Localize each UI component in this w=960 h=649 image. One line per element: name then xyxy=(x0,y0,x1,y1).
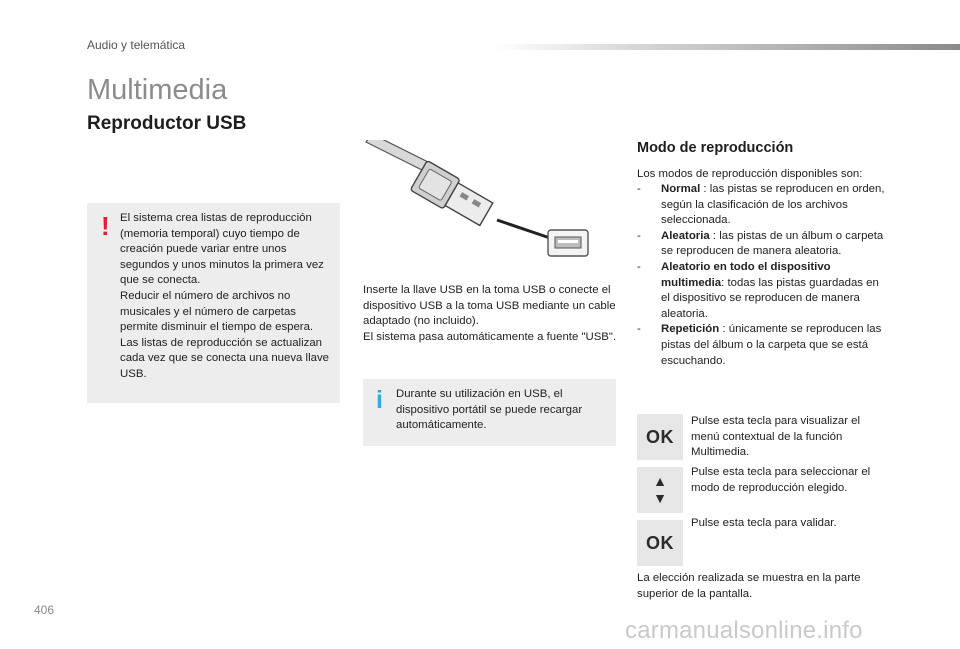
ok-key-validate xyxy=(637,520,683,566)
section-title: Reproductor USB xyxy=(87,113,247,134)
mode-item-normal: - Normal : las pistas se reproducen en orden, según la clasificación de los archivos seleccionada. xyxy=(637,183,885,227)
playback-mode-heading: Modo de reproducción xyxy=(637,140,794,156)
arrow-keys-description: Pulse esta tecla para seleccionar el modo de reproducción elegido. xyxy=(691,466,871,494)
up-down-arrow-icon: ▲ ▼ xyxy=(653,473,667,506)
mode-item-repeat: - Repetición : únicamente se reproducen las pistas del álbum o la carpeta que se está escuchando. xyxy=(637,323,882,367)
page-number: 406 xyxy=(34,603,55,617)
arrow-keys xyxy=(637,467,683,513)
instructions-paragraph-1: Inserte la llave USB en la toma USB o conecte el dispositivo USB a la toma USB mediante un cable adaptado (no incluido). xyxy=(363,284,616,328)
warning-text xyxy=(120,211,330,383)
playback-mode-list xyxy=(637,182,887,369)
ok-key-label: OK xyxy=(646,532,674,553)
warning-paragraph-2: Reducir el número de archivos no musicales y el número de carpetas permite disminuir el tiempo de espera. Las listas de reproducción se actualizan cada vez que se conecta una nueva llave USB. xyxy=(120,289,329,380)
mode-item-random: - Aleatoria : las pistas de un álbum o carpeta se reproducen de manera aleatoria. xyxy=(637,229,884,258)
header-gradient-bar xyxy=(495,44,960,50)
exclamation-icon: ! xyxy=(101,211,110,241)
section-header: Audio y telemática xyxy=(87,38,186,52)
ok-key-label: OK xyxy=(646,426,674,447)
info-text: Durante su utilización en USB, el dispositivo portátil se puede recargar automáticamente. xyxy=(396,388,583,432)
page-title: Multimedia xyxy=(87,74,228,106)
ok-key-validate-description: Pulse esta tecla para validar. xyxy=(691,517,837,529)
info-box xyxy=(363,379,616,446)
footer-note: La elección realizada se muestra en la parte superior de la pantalla. xyxy=(637,572,861,600)
mode-item-random-all: - Aleatorio en todo el dispositivo multimedia: todas las pistas guardadas en el dispositivo se reproducen de manera aleatoria. xyxy=(637,260,879,320)
usb-plug-illustration xyxy=(362,140,592,260)
ok-key-menu-description: Pulse esta tecla para visualizar el menú contextual de la función Multimedia. xyxy=(691,415,861,459)
ok-key-menu xyxy=(637,414,683,460)
warning-box xyxy=(87,203,340,403)
usb-instructions xyxy=(363,283,618,345)
playback-mode-intro: Los modos de reproducción disponibles son: xyxy=(637,168,863,180)
info-icon: i xyxy=(376,386,383,414)
warning-paragraph-1: El sistema crea listas de reproducción (memoria temporal) cuyo tiempo de creación puede variar entre unos segundos y unos minutos la primera vez que se conecta. xyxy=(120,212,324,287)
watermark: carmanualsonline.info xyxy=(625,617,863,644)
instructions-paragraph-2: El sistema pasa automáticamente a fuente "USB". xyxy=(363,330,617,343)
